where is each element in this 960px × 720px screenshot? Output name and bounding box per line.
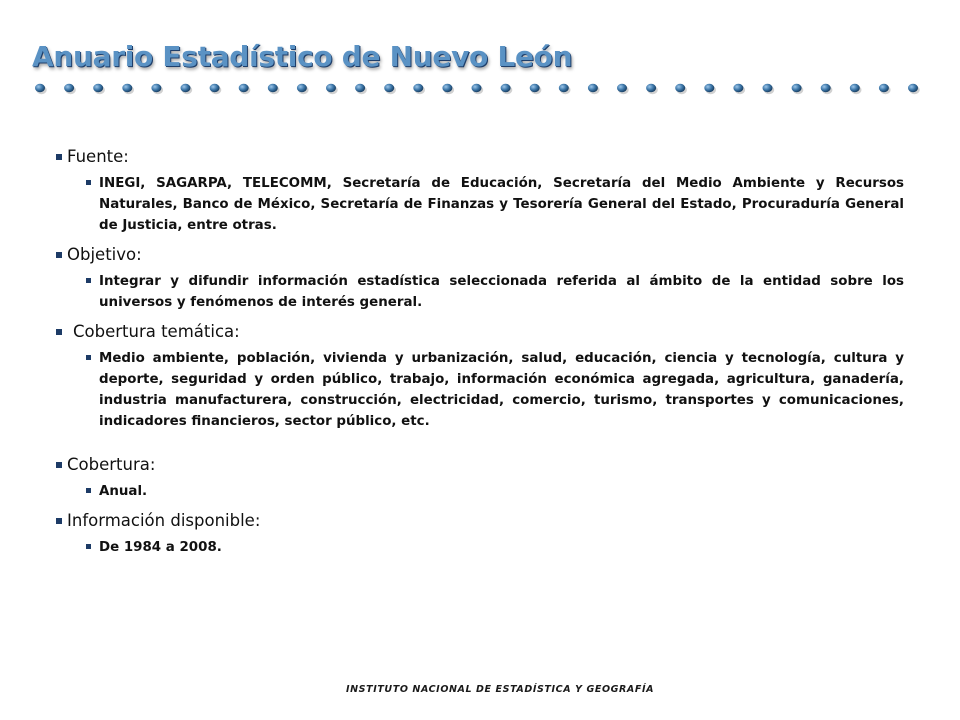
decorative-dot-icon [559, 84, 569, 92]
section-body: INEGI, SAGARPA, TELECOMM, Secretaría de Educación, Secretaría del Medio Ambiente y Recursos Naturales, Banco de México, Secretaría de Finanzas y Tesorería General del Estado, Procuraduría General de Justicia, entre otras. [99, 176, 904, 233]
decorative-dot-icon [763, 84, 773, 92]
section-body-row [86, 537, 904, 558]
decorative-dot-icon [93, 84, 103, 92]
decorative-dot-icon [879, 84, 889, 92]
decorative-dot-icon [733, 84, 743, 92]
section-body: Integrar y difundir información estadística seleccionada referida al ámbito de la entidad sobre los universos y fenómenos de interés general. [99, 274, 904, 310]
decorative-dot-icon [413, 84, 423, 92]
decorative-dot-icon [35, 84, 45, 92]
square-bullet-icon [56, 329, 62, 335]
decorative-dot-icon [268, 84, 278, 92]
section-cobertura [56, 454, 904, 502]
page-title: Anuario Estadístico de Nuevo León [32, 40, 573, 73]
decorative-dot-icon [792, 84, 802, 92]
square-bullet-icon [86, 355, 91, 360]
square-bullet-icon [56, 154, 62, 160]
decorative-dot-icon [704, 84, 714, 92]
decorative-dot-icon [646, 84, 656, 92]
section-heading: Objetivo: [67, 245, 142, 264]
section-objetivo [56, 244, 904, 313]
section-cobertura-tematica [56, 321, 904, 432]
footer-institution: INSTITUTO NACIONAL DE ESTADÍSTICA Y GEOGRAFÍA [346, 684, 655, 695]
section-heading-row [56, 454, 904, 476]
square-bullet-icon [56, 252, 62, 258]
section-heading-row [56, 244, 904, 266]
decorative-dot-icon [472, 84, 482, 92]
section-heading: Cobertura temática: [73, 322, 240, 341]
decorative-dot-icon [151, 84, 161, 92]
decorative-dot-icon [821, 84, 831, 92]
decorative-dot-icon [181, 84, 191, 92]
section-body: De 1984 a 2008. [99, 540, 222, 555]
section-informacion-disponible [56, 510, 904, 558]
decorative-dot-icon [384, 84, 394, 92]
section-heading-row [56, 510, 904, 532]
decorative-dot-icon [297, 84, 307, 92]
decorative-dot-icon [850, 84, 860, 92]
content-area [56, 146, 904, 566]
spacer [56, 440, 904, 454]
decorative-dot-icon [210, 84, 220, 92]
square-bullet-icon [56, 462, 62, 468]
square-bullet-icon [86, 544, 91, 549]
decorative-dot-icon [588, 84, 598, 92]
decorative-dot-icon [355, 84, 365, 92]
square-bullet-icon [86, 278, 91, 283]
decorative-dot-icon [908, 84, 918, 92]
section-body-row [86, 271, 904, 313]
decorative-dot-icon [501, 84, 511, 92]
decorative-dot-icon [122, 84, 132, 92]
section-body-row [86, 173, 904, 236]
decorative-dot-icon [617, 84, 627, 92]
section-heading: Fuente: [67, 147, 129, 166]
decorative-dot-icon [326, 84, 336, 92]
decorative-dot-icon [530, 84, 540, 92]
square-bullet-icon [86, 180, 91, 185]
decorative-dot-icon [442, 84, 452, 92]
section-heading: Información disponible: [67, 511, 261, 530]
decorative-dot-icon [239, 84, 249, 92]
section-heading-row [56, 321, 904, 343]
decorative-dot-icon [675, 84, 685, 92]
section-fuente [56, 146, 904, 236]
section-heading: Cobertura: [67, 455, 156, 474]
section-body: Anual. [99, 484, 148, 499]
square-bullet-icon [86, 488, 91, 493]
section-heading-row [56, 146, 904, 168]
title-dot-divider [32, 78, 932, 98]
section-body-row [86, 348, 904, 432]
square-bullet-icon [56, 518, 62, 524]
section-body: Medio ambiente, población, vivienda y urbanización, salud, educación, ciencia y tecnología, cultura y deporte, seguridad y orden público, trabajo, información económica agregada, agricultura, ganadería, industria manufacturera, construcción, electricidad, comercio, turismo, transportes y comunicaciones, indicadores financieros, sector público, etc. [99, 351, 904, 429]
decorative-dot-icon [64, 84, 74, 92]
section-body-row [86, 481, 904, 502]
